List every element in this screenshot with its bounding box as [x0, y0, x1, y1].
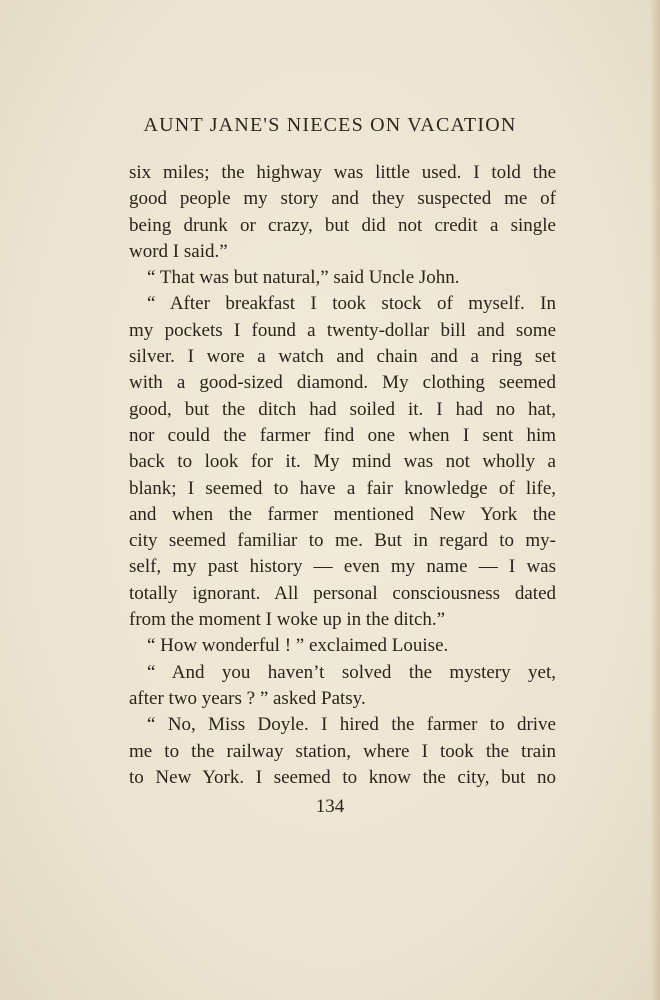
text-line: city seemed familiar to me. But in regard to my-	[129, 530, 556, 552]
text-line: and when the farmer mentioned New York the	[129, 503, 556, 525]
body-text	[129, 160, 556, 791]
text-line: back to look for it. My mind was not wholly a	[129, 451, 556, 473]
text-line: my pockets I found a twenty-dollar bill and some	[129, 319, 556, 341]
text-line: word I said.”	[129, 240, 228, 262]
text-line: with a good-sized diamond. My clothing seemed	[129, 372, 556, 394]
running-head: AUNT JANE'S NIECES ON VACATION	[143, 114, 517, 136]
text-line: silver. I wore a watch and chain and a ring set	[129, 346, 556, 368]
text-line: good people my story and they suspected me of	[129, 188, 556, 210]
page-number: 134	[315, 796, 345, 817]
text-line: “ No, Miss Doyle. I hired the farmer to drive	[147, 714, 556, 736]
text-line: “ And you haven’t solved the mystery yet,	[147, 661, 556, 683]
text-line: self, my past history — even my name — I was	[129, 556, 556, 578]
text-line: “ How wonderful ! ” exclaimed Louise.	[147, 635, 449, 657]
text-line: being drunk or crazy, but did not credit a single	[129, 214, 556, 236]
text-line: “ That was but natural,” said Uncle John.	[147, 267, 460, 289]
text-line: blank; I seemed to have a fair knowledge of life,	[129, 477, 556, 499]
text-line: me to the railway station, where I took the train	[129, 740, 556, 762]
text-line: nor could the farmer find one when I sent him	[129, 424, 556, 446]
text-line: “ After breakfast I took stock of myself. In	[147, 293, 556, 315]
text-line: totally ignorant. All personal consciousness dated	[129, 582, 556, 604]
text-line: to New York. I seemed to know the city, but no	[129, 766, 556, 788]
text-line: after two years ? ” asked Patsy.	[129, 687, 366, 709]
text-line: from the moment I woke up in the ditch.”	[129, 609, 446, 631]
text-line: good, but the ditch had soiled it. I had no hat,	[129, 398, 556, 420]
text-line: six miles; the highway was little used. I told the	[129, 162, 556, 183]
